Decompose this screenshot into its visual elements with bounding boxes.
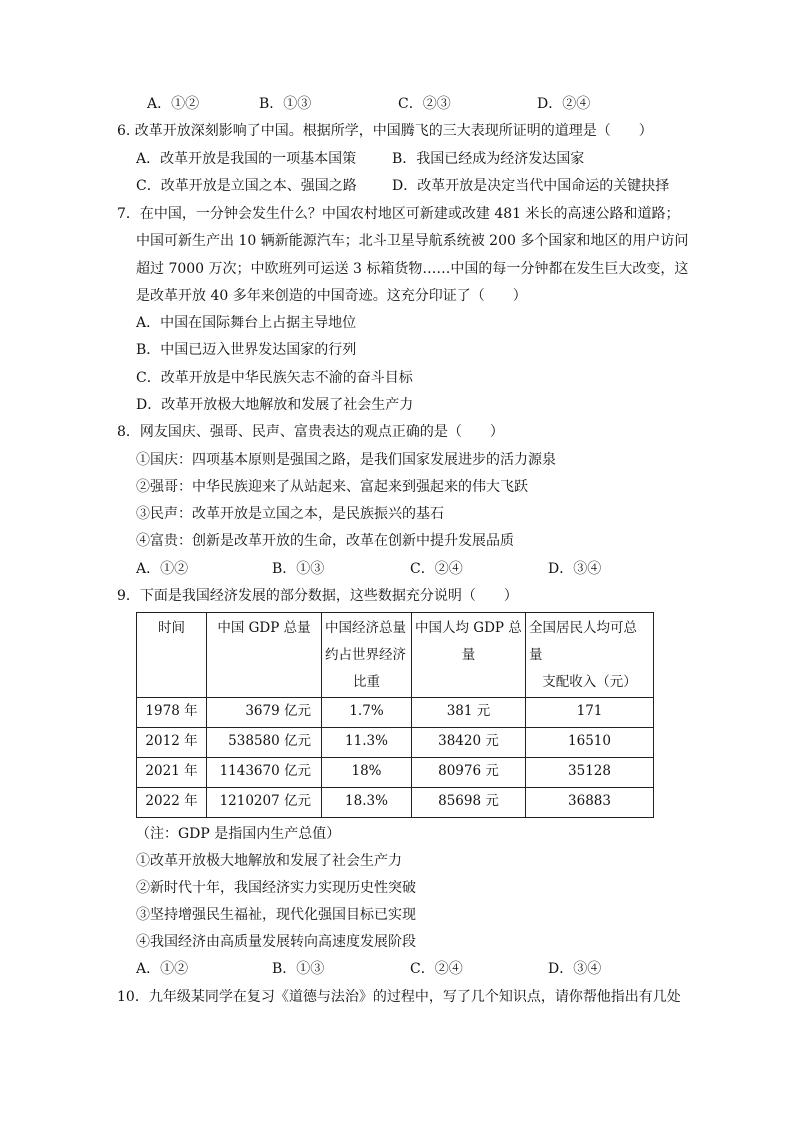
q9-note: （注：GDP 是指国内生产总值） — [136, 826, 341, 842]
header-cell-world-share — [322, 613, 412, 698]
table-cell: 2012 年 — [137, 728, 207, 758]
table-cell: 80976 元 — [412, 758, 526, 788]
q9-statement-3: ③坚持增强民生福祉，现代化强国目标已实现 — [136, 907, 416, 923]
q5-option-a: A．①② — [147, 96, 200, 112]
table-cell: 36883 — [526, 788, 654, 818]
q9-statement-4: ④我国经济由高质量发展转向高速度发展阶段 — [136, 934, 416, 950]
header-text: 量 — [461, 647, 476, 663]
table-cell: 538580 亿元 — [207, 728, 322, 758]
q6-option-a: A．改革开放是我国的一项基本国策 — [136, 151, 357, 167]
header-cell-gdp — [207, 613, 322, 698]
q5-option-c: C．②③ — [398, 96, 451, 112]
q9-option-b: B．①③ — [272, 961, 325, 977]
q7-stem-line-3: 超过 7000 万次；中欧班列可运送 3 标箱货物……中国的每一分钟都在发生巨大改变，这 — [136, 261, 689, 277]
table-cell: 1978 年 — [137, 698, 207, 728]
table-cell: 16510 — [526, 728, 654, 758]
q8-option-c: C．②④ — [410, 561, 463, 577]
table-cell: 11.3% — [322, 728, 412, 758]
table-cell: 2022 年 — [137, 788, 207, 818]
q9-statement-2: ②新时代十年，我国经济实力实现历史性突破 — [136, 880, 416, 896]
q6-option-d: D．改革开放是决定当代中国命运的关键抉择 — [392, 178, 670, 194]
q8-statement-4: ④富贵：创新是改革开放的生命，改革在创新中提升发展品质 — [136, 533, 514, 549]
header-text: 支配收入（元） — [542, 674, 637, 690]
q8-statement-1: ①国庆：四项基本原则是强国之路，是我们国家发展进步的活力源泉 — [136, 452, 556, 468]
q7-stem-line-2: 中国可新生产出 10 辆新能源汽车；北斗卫星导航系统被 200 多个国家和地区的用户访问 — [136, 233, 689, 249]
header-text: 中国 GDP 总量 — [217, 620, 311, 636]
header-text: 约占世界经济 — [325, 647, 406, 663]
q10-stem: 10．九年级某同学在复习《道德与法治》的过程中，写了几个知识点，请你帮他指出有几处 — [117, 989, 681, 1005]
q7-option-c: C．改革开放是中华民族矢志不渝的奋斗目标 — [136, 370, 413, 386]
header-text: 时间 — [158, 620, 185, 636]
q9-option-d: D．③④ — [548, 961, 602, 977]
header-text: 全国居民人均可总量 — [529, 620, 637, 663]
table-cell: 3679 亿元 — [207, 698, 322, 728]
q9-option-a: A．①② — [136, 961, 189, 977]
q8-stem: 8．网友国庆、强哥、民声、富贵表达的观点正确的是（ ） — [117, 424, 504, 440]
q6-option-c: C．改革开放是立国之本、强国之路 — [136, 178, 357, 194]
header-text: 中国经济总量 — [325, 620, 406, 636]
q9-option-c: C．②④ — [410, 961, 463, 977]
table-cell: 18.3% — [322, 788, 412, 818]
header-cell-income — [526, 613, 654, 698]
table-cell: 381 元 — [412, 698, 526, 728]
q6-stem: 6. 改革开放深刻影响了中国。根据所学，中国腾飞的三大表现所证明的道理是（ ） — [117, 123, 653, 139]
q5-option-d: D．②④ — [537, 96, 591, 112]
q9-data-table — [136, 612, 654, 818]
table-header-row — [137, 613, 654, 698]
table-cell: 2021 年 — [137, 758, 207, 788]
table-cell: 1210207 亿元 — [207, 788, 322, 818]
q8-option-b: B．①③ — [272, 561, 325, 577]
table-cell: 85698 元 — [412, 788, 526, 818]
q7-stem-line-1: 7．在中国，一分钟会发生什么？中国农村地区可新建或改建 481 米长的高速公路和道路； — [117, 206, 680, 222]
q9-statement-1: ①改革开放极大地解放和发展了社会生产力 — [136, 853, 402, 869]
q8-statement-2: ②强哥：中华民族迎来了从站起来、富起来到强起来的伟大飞跃 — [136, 479, 528, 495]
table-cell: 38420 元 — [412, 728, 526, 758]
q5-option-b: B．①③ — [259, 96, 312, 112]
q8-statement-3: ③民声：改革开放是立国之本，是民族振兴的基石 — [136, 506, 444, 522]
q7-option-b: B．中国已迈入世界发达国家的行列 — [136, 342, 357, 358]
table-cell: 1143670 亿元 — [207, 758, 322, 788]
q7-stem-line-4: 是改革开放 40 多年来创造的中国奇迹。这充分印证了（ ） — [136, 288, 527, 304]
table-cell: 35128 — [526, 758, 654, 788]
table-row — [137, 758, 654, 788]
table-cell: 1.7% — [322, 698, 412, 728]
header-cell-gdp-per-capita — [412, 613, 526, 698]
q7-option-d: D．改革开放极大地解放和发展了社会生产力 — [136, 397, 414, 413]
q9-stem: 9．下面是我国经济发展的部分数据，这些数据充分说明（ ） — [117, 588, 518, 604]
table-cell: 171 — [526, 698, 654, 728]
q8-option-d: D．③④ — [548, 561, 602, 577]
q8-option-a: A．①② — [136, 561, 189, 577]
table-row — [137, 728, 654, 758]
header-text: 中国人均 GDP 总 — [415, 620, 522, 636]
header-cell-year — [137, 613, 207, 698]
table-row — [137, 788, 654, 818]
header-text: 比重 — [353, 674, 380, 690]
q7-option-a: A．中国在国际舞台上占据主导地位 — [136, 315, 357, 331]
table-row — [137, 698, 654, 728]
q6-option-b: B．我国已经成为经济发达国家 — [392, 151, 585, 167]
table-cell: 18% — [322, 758, 412, 788]
